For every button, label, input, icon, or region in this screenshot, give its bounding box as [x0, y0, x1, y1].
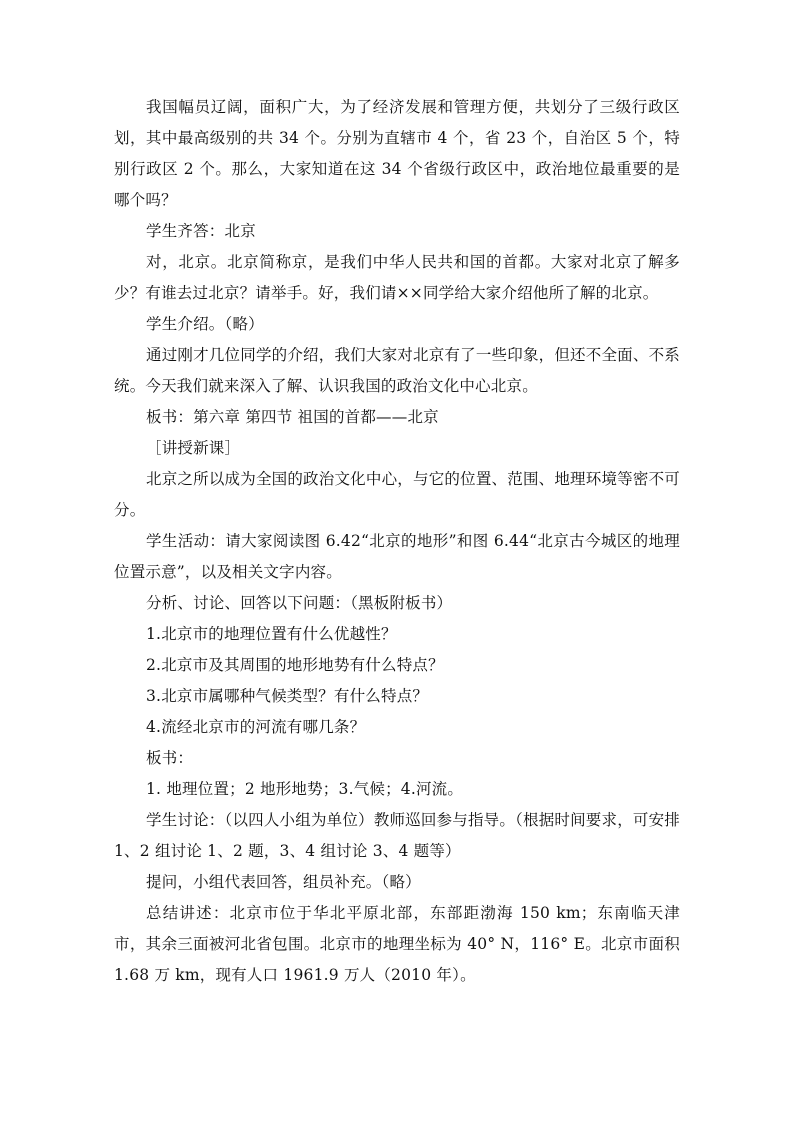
- paragraph-beijing-intro: 对，北京。北京简称京，是我们中华人民共和国的首都。大家对北京了解多少？有谁去过北京？请举手。好，我们请××同学给大家介绍他所了解的北京。: [114, 253, 680, 302]
- question-1: 1.北京市的地理位置有什么优越性？: [146, 625, 397, 643]
- paragraph-board-title: 板书：第六章 第四节 祖国的首都——北京: [146, 408, 439, 426]
- paragraph-board-label: 板书：: [146, 749, 194, 767]
- paragraph-student-intro: 学生介绍。（略）: [146, 315, 264, 333]
- question-2: 2.北京市及其周围的地形地势有什么特点？: [146, 656, 444, 674]
- paragraph-student-activity: 学生活动：请大家阅读图 6.42“北京的地形”和图 6.44“北京古今城区的地理位置示意”，以及相关文字内容。: [114, 532, 680, 581]
- paragraph-transition: 通过刚才几位同学的介绍，我们大家对北京有了一些印象，但还不全面、不系统。今天我们就来深入了解、认识我国的政治文化中心北京。: [114, 346, 680, 395]
- paragraph-student-answer: 学生齐答：北京: [146, 222, 256, 240]
- paragraph-summary: 总结讲述：北京市位于华北平原北部，东部距渤海 150 km；东南临天津市，其余三面被河北省包围。北京市的地理坐标为 40° N，116° E。北京市面积 1.68 万 km，现有人口 1961.9 万人（2010 年）。: [114, 904, 680, 984]
- paragraph-group-discussion: 学生讨论：（以四人小组为单位）教师巡回参与指导。（根据时间要求，可安排 1、2 组讨论 1、2 题，3、4 组讨论 3、4 题等）: [114, 811, 681, 860]
- paragraph-intro: 我国幅员辽阔，面积广大，为了经济发展和管理方便，共划分了三级行政区划，其中最高级别的共 34 个。分别为直辖市 4 个，省 23 个，自治区 5 个，特别行政区 2 个。那么，大家知道在这 34 个省级行政区中，政治地位最重要的是哪个吗？: [114, 98, 680, 209]
- question-4: 4.流经北京市的河流有哪几条？: [146, 718, 366, 736]
- question-3: 3.北京市属哪种气候类型？有什么特点？: [146, 687, 429, 705]
- paragraph-board-items: 1. 地理位置；2 地形地势；3.气候；4.河流。: [146, 780, 464, 798]
- paragraph-center-reason: 北京之所以成为全国的政治文化中心，与它的位置、范围、地理环境等密不可分。: [114, 470, 680, 519]
- document-body: [114, 92, 680, 991]
- paragraph-discussion-prompt: 分析、讨论、回答以下问题：（黑板附板书）: [146, 594, 453, 612]
- paragraph-new-lesson: ［讲授新课］: [146, 439, 241, 457]
- paragraph-questioning: 提问，小组代表回答，组员补充。（略）: [146, 873, 421, 891]
